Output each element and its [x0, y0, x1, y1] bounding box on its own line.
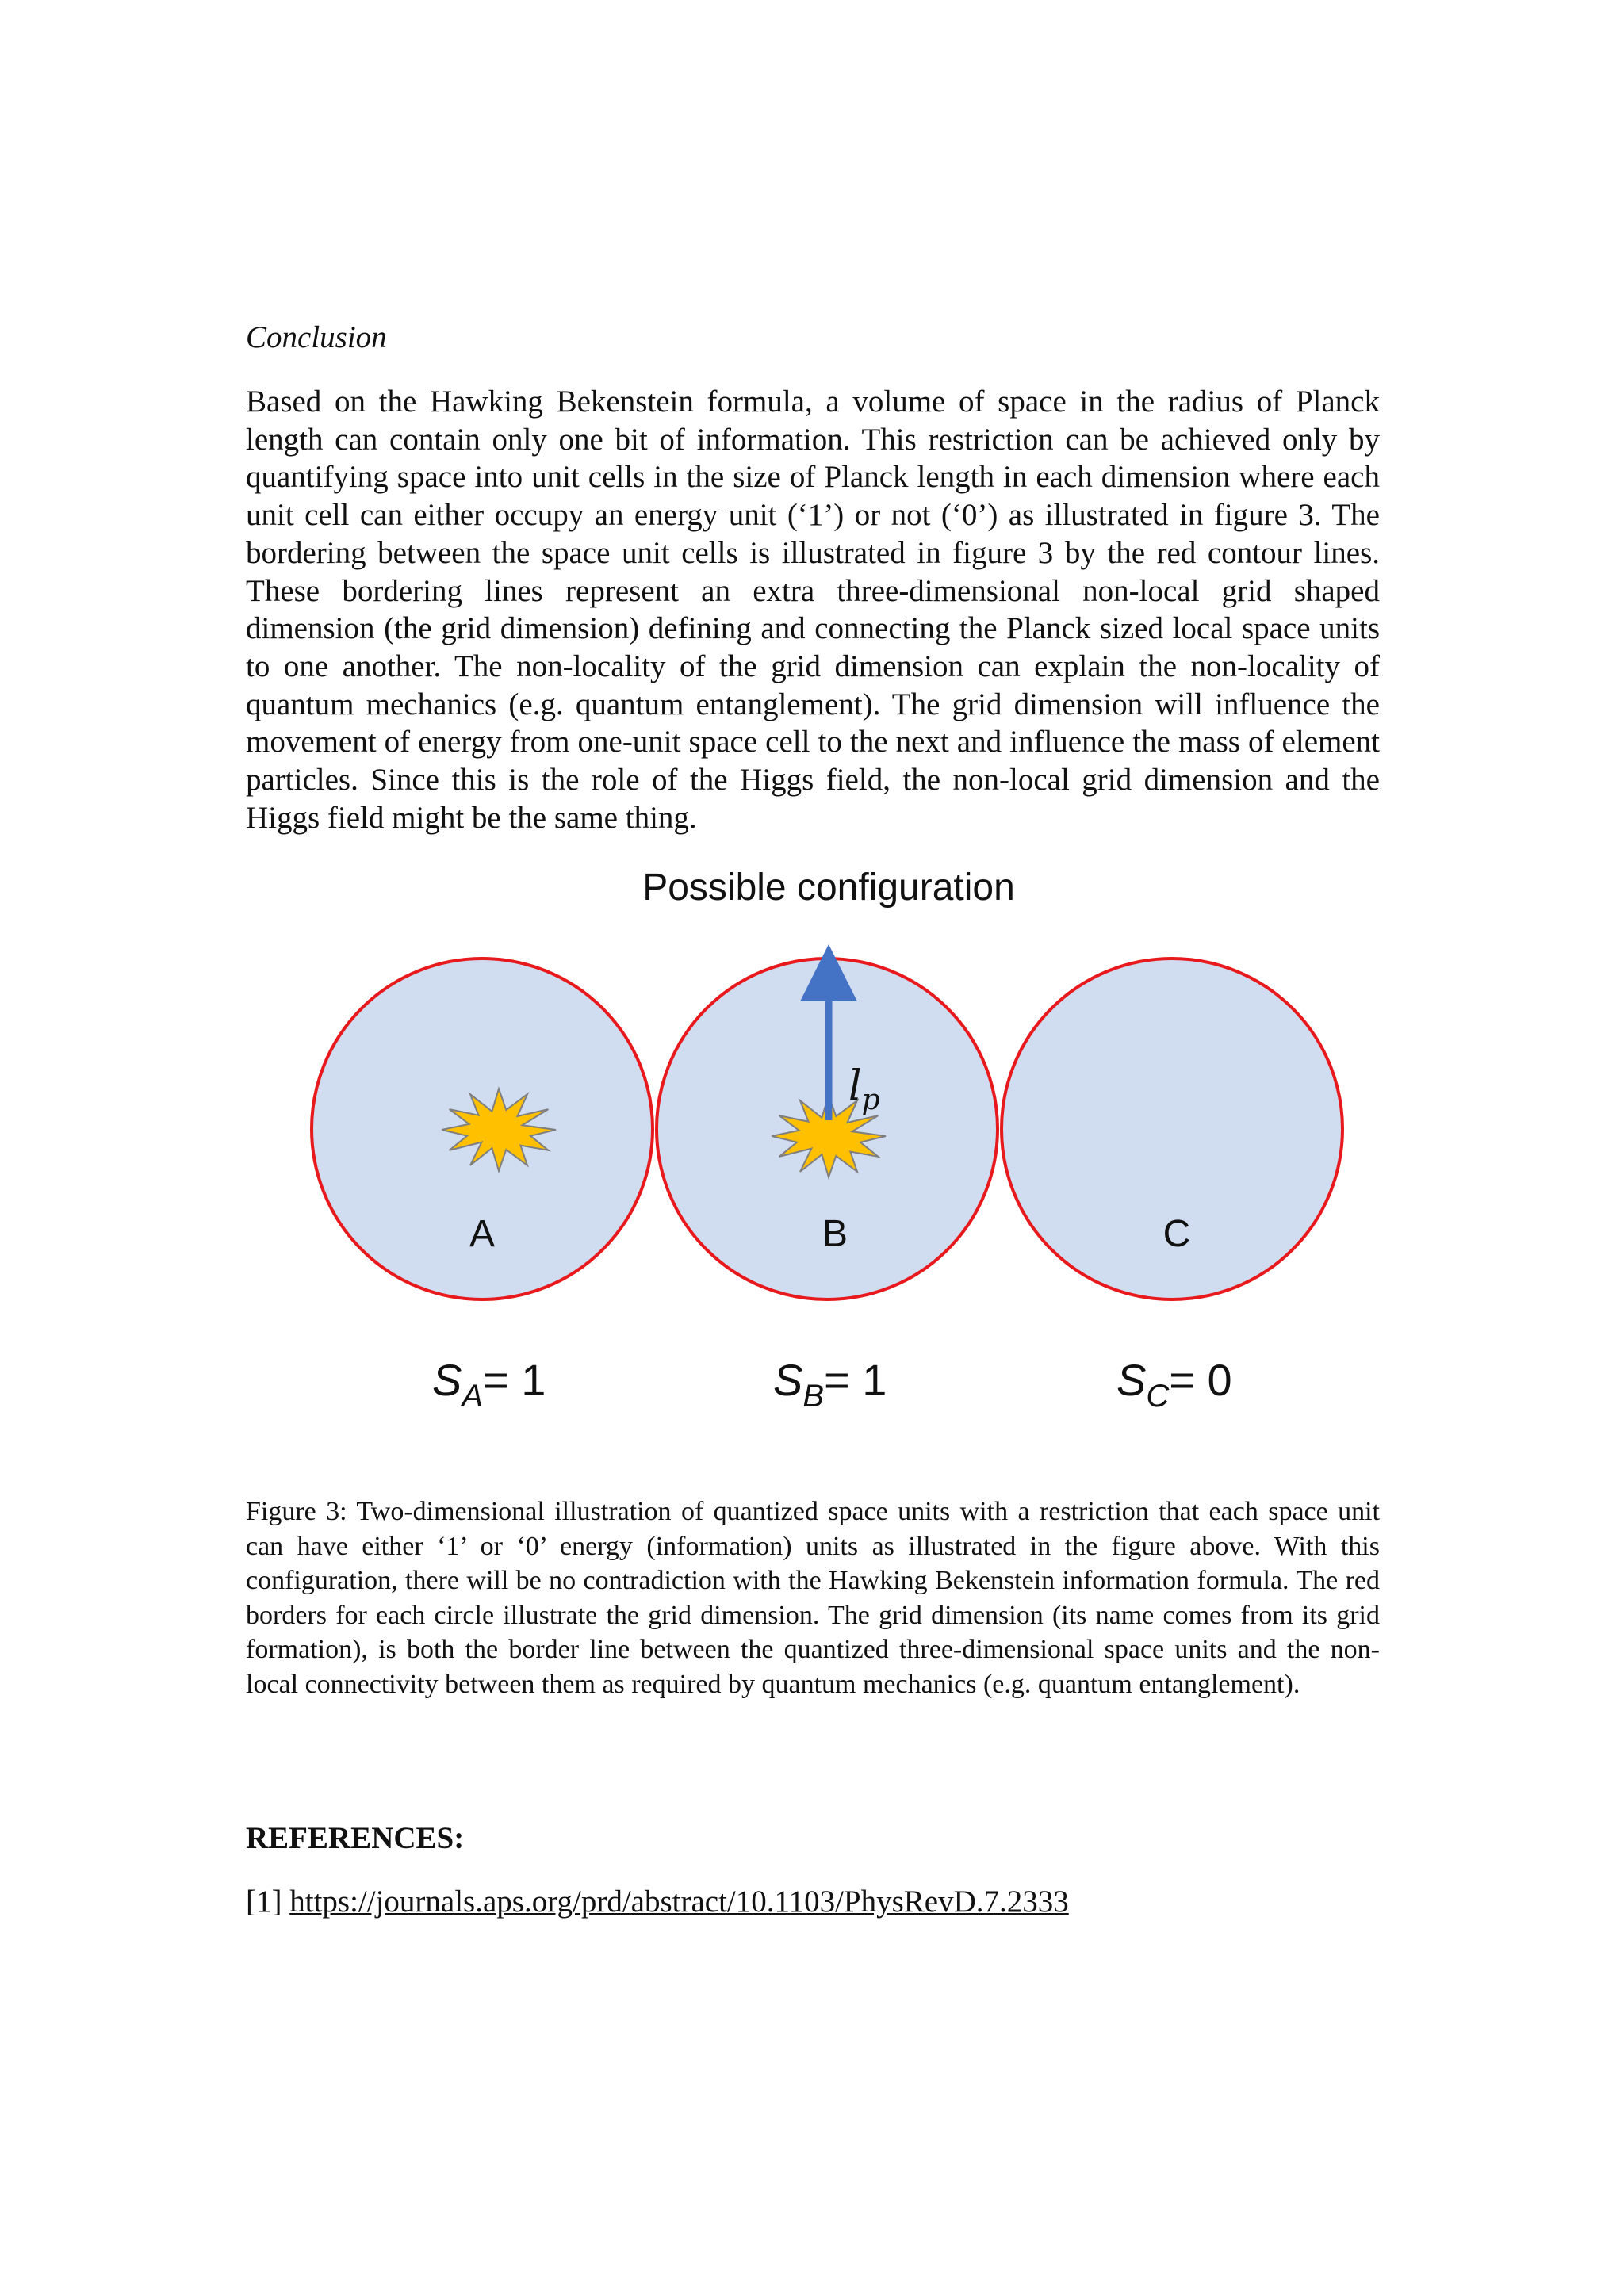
reference-item	[246, 1883, 1069, 1921]
circle-label-b: B	[822, 1213, 848, 1255]
figure-title: Possible configuration	[642, 867, 1015, 909]
figure-caption: Figure 3: Two-dimensional illustration of quantized space units with a restriction that each space unit can have either ‘1’ or ‘0’ energy (information) units as illustrated in the figure above. With this configuration, there will be no contradiction with the Hawking Bekenstein information formula. The red borders for each circle illustrate the grid dimension. The grid dimension (its name comes from its grid formation), is both the border line between the quantized three-dimensional space units and the non-local connectivity between them as required by quantum mechanics (e.g. quantum entanglement).	[246, 1497, 1380, 1699]
entropy-label-c: $S_C= 0$	[1116, 1355, 1232, 1414]
reference-link[interactable]: https://journals.aps.org/prd/abstract/10.1103/PhysRevD.7.2333	[289, 1885, 1069, 1919]
conclusion-paragraph: Based on the Hawking Bekenstein formula, a volume of space in the radius of Planck length can contain only one bit of information. This restriction can be achieved only by quantifying space into unit cells in the size of Planck length in each dimension where each unit cell can either occupy an energy unit (‘1’) or not (‘0’) as illustrated in figure 3. The bordering between the space unit cells is illustrated in figure 3 by the red contour lines. These bordering lines represent an extra three-dimensional non-local grid shaped dimension (the grid dimension) defining and connecting the Planck sized local space units to one another. The non-locality of the grid dimension can explain the non-locality of quantum mechanics (e.g. quantum entanglement). The grid dimension will influence the movement of energy from one-unit space cell to the next and influence the mass of element particles. Since this is the role of the Higgs field, the non-local grid dimension and the Higgs field might be the same thing.	[246, 385, 1380, 835]
entropy-label-b: $S_B= 1$	[773, 1355, 887, 1414]
entropy-label-a: $S_A= 1$	[432, 1355, 546, 1414]
circle-label-a: A	[469, 1213, 496, 1255]
reference-number: [1]	[246, 1885, 282, 1919]
circle-label-c: C	[1162, 1213, 1191, 1255]
section-heading: Conclusion	[246, 320, 387, 354]
references-heading: REFERENCES:	[246, 1821, 465, 1855]
figure-3	[301, 860, 1356, 1431]
planck-length-label: $l_p$	[848, 1062, 880, 1116]
